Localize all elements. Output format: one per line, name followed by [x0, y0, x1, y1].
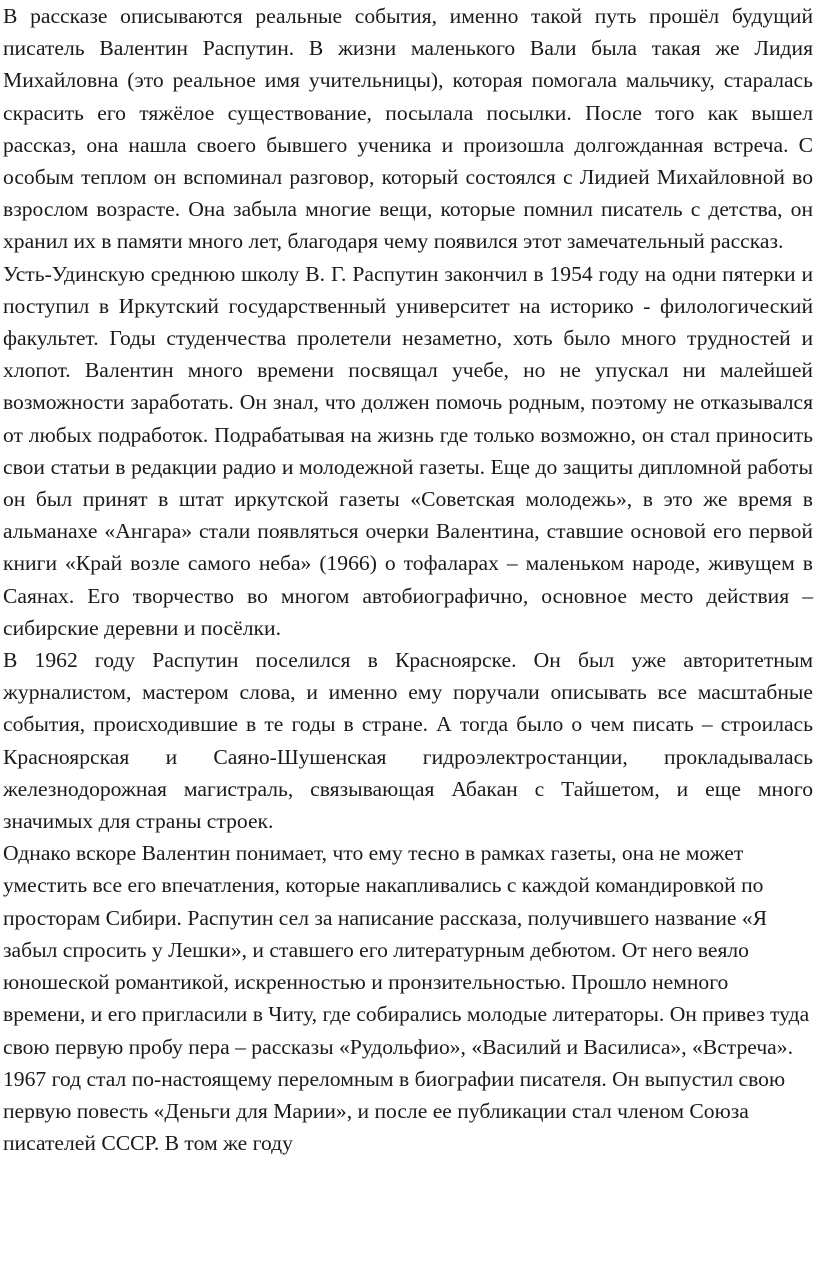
paragraph-2: Усть-Удинскую среднюю школу В. Г. Распутин закончил в 1954 году на одни пятерки и поступил в Иркутский государственный университет на историко - филологический факультет. Годы студенчества пролетели незаметно, хоть было много трудностей и хлопот. Валентин много времени посвящал учебе, но не упускал ни малейшей возможности заработать. Он знал, что должен помочь родным, поэтому не отказывался от любых подработок. Подрабатывая на жизнь где только возможно, он стал приносить свои статьи в редакции радио и молодежной газеты. Еще до защиты дипломной работы он был принят в штат иркутской газеты «Советская молодежь», в это же время в альманахе «Ангара» стали появляться очерки Валентина, ставшие основой его первой книги «Край возле самого неба» (1966) о тофаларах – маленьком народе, живущем в Саянах. Его творчество во многом автобиографично, основное место действия – сибирские деревни и посёлки. — [3, 261, 813, 640]
paragraph-3: В 1962 году Распутин поселился в Красноярске. Он был уже авторитетным журналистом, мастером слова, и именно ему поручали описывать все масштабные события, происходившие в те годы в стране. А тогда было о чем писать – строилась Красноярская и Саяно-Шушенская гидроэлектростанции, прокладывалась железнодорожная магистраль, связывающая Абакан с Тайшетом, и еще много значимых для страны строек. — [3, 648, 813, 834]
paragraph-1: В рассказе описываются реальные события, именно такой путь прошёл будущий писатель Валентин Распутин. В жизни маленького Вали была такая же Лидия Михайловна (это реальное имя учительницы), которая помогала мальчику, старалась скрасить его тяжёлое существование, посылала посылки. После того как вышел рассказ, она нашла своего бывшего ученика и произошла долгожданная встреча. С особым теплом он вспоминал разговор, который состоялся с Лидией Михайловной во взрослом возрасте. Она забыла многие вещи, которые помнил писатель с детства, он хранил их в памяти много лет, благодаря чему появился этот замечательный рассказ. — [3, 4, 813, 254]
paragraph-4: Однако вскоре Валентин понимает, что ему тесно в рамках газеты, она не может уместить все его впечатления, которые накапливались с каждой командировкой по просторам Сибири. Распутин сел за написание рассказа, получившего название «Я забыл спросить у Лешки», и ставшего его литературным дебютом. От него веяло юношеской романтикой, искренностью и пронзительностью. Прошло немного времени, и его пригласили в Читу, где собирались молодые литераторы. Он привез туда свою первую пробу пера – рассказы «Рудольфио», «Василий и Василиса», «Встреча». 1967 год стал по-настоящему переломным в биографии писателя. Он выпустил свою первую повесть «Деньги для Марии», и после ее публикации стал членом Союза писателей СССР. В том же году — [3, 841, 810, 1156]
